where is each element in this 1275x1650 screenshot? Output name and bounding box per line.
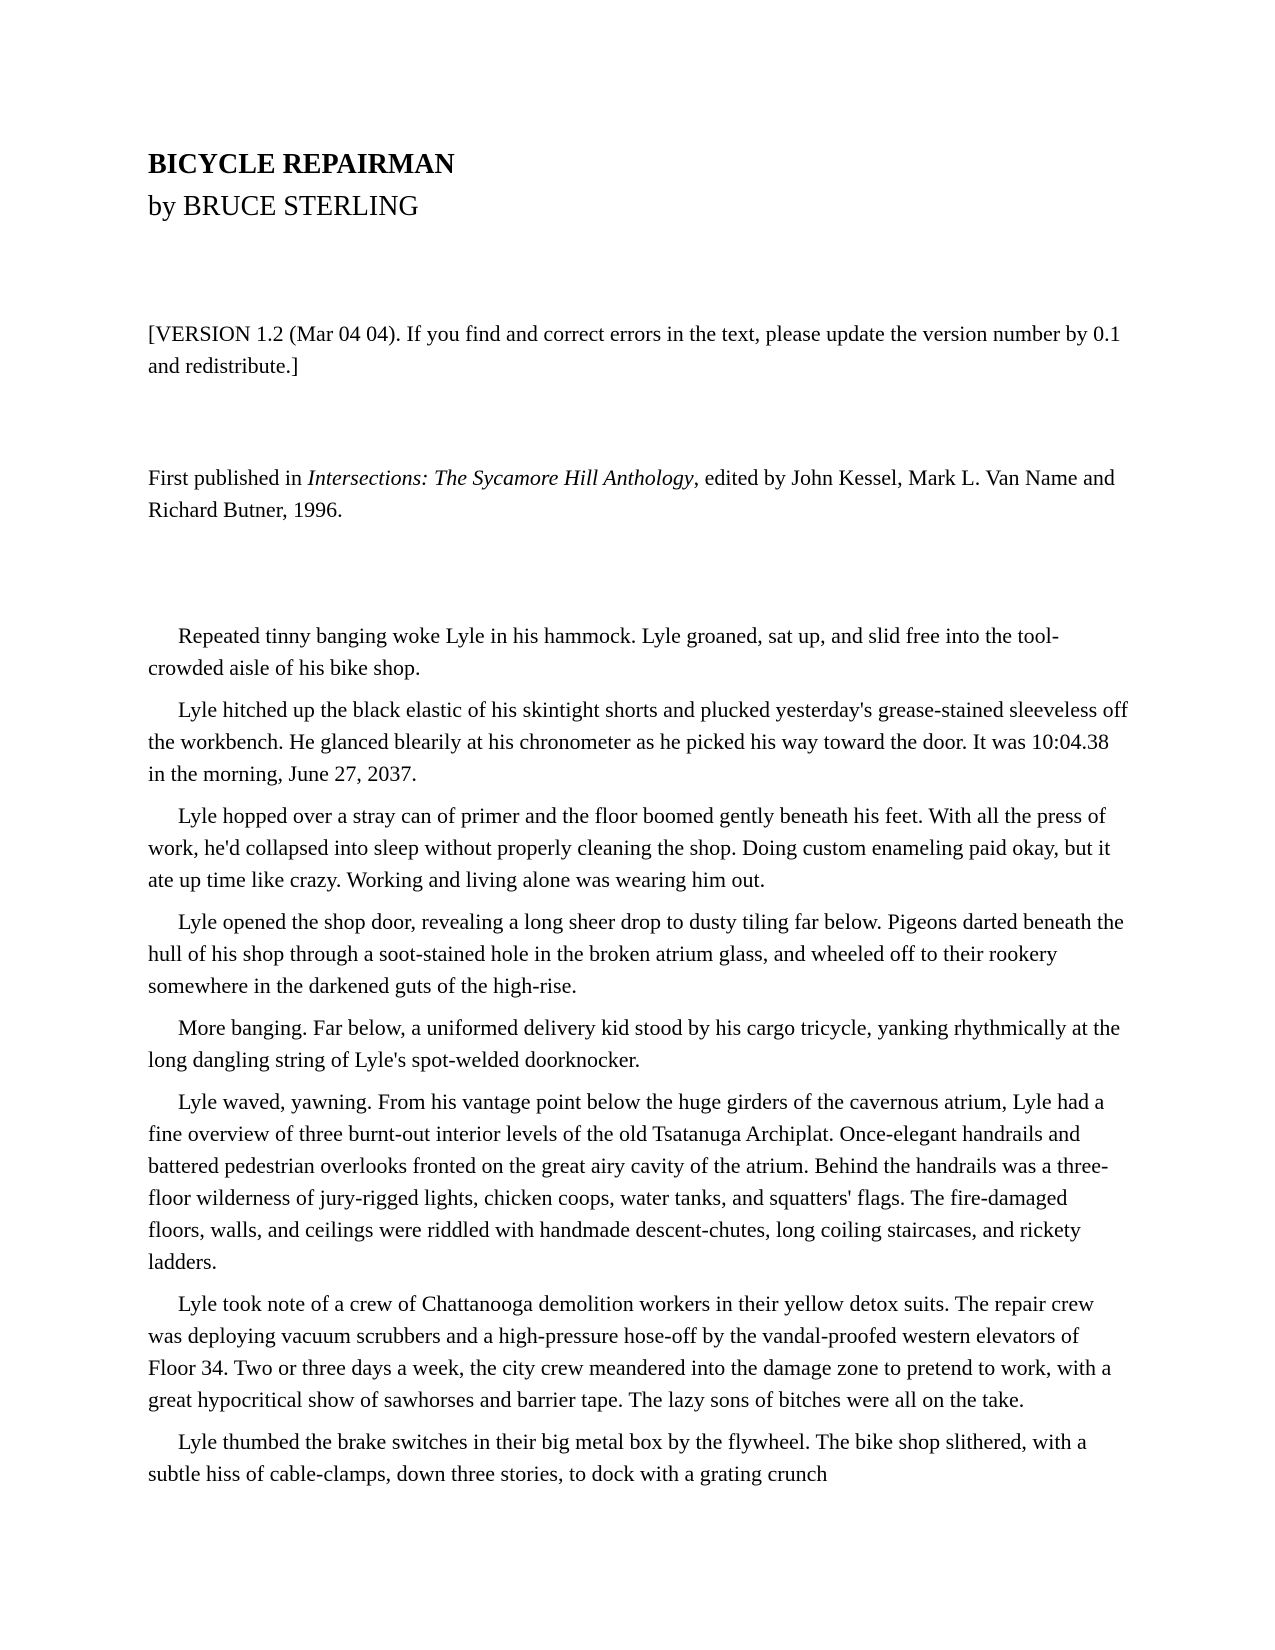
story-paragraph: Lyle hopped over a stray can of primer and the floor boomed gently beneath his feet. With all the press of work, he'd collapsed into sleep without properly cleaning the shop. Doing custom enameling paid okay, but it ate up time like crazy. Working and living alone was wearing him out.	[148, 803, 1111, 893]
document-content	[148, 148, 1128, 1500]
story-paragraph: Lyle waved, yawning. From his vantage point below the huge girders of the cavernous atrium, Lyle had a fine overview of three burnt-out interior levels of the old Tsatanuga Archiplat. Once-elegant handrails and battered pedestrian overlooks fronted on the great airy cavity of the atrium. Behind the handrails was a three-floor wilderness of jury-rigged lights, chicken coops, water tanks, and squatters' flags. The fire-damaged floors, walls, and ceilings were riddled with handmade descent-chutes, long coiling staircases, and rickety ladders.	[148, 1089, 1109, 1275]
story-paragraph: More banging. Far below, a uniformed delivery kid stood by his cargo tricycle, yanking rhythmically at the long dangling string of Lyle's spot-welded doorknocker.	[148, 1015, 1121, 1073]
story-paragraph: Lyle took note of a crew of Chattanooga demolition workers in their yellow detox suits. The repair crew was deploying vacuum scrubbers and a high-pressure hose-off by the vandal-proofed western elevators of Floor 34. Two or three days a week, the city crew meandered into the damage zone to pretend to work, with a great hypocritical show of sawhorses and barrier tape. The lazy sons of bitches were all on the take.	[148, 1291, 1112, 1413]
version-note: [VERSION 1.2 (Mar 04 04). If you find and correct errors in the text, please update the version number by 0.1 and redistribute.]	[148, 321, 1121, 379]
story-paragraph: Lyle thumbed the brake switches in their big metal box by the flywheel. The bike shop slithered, with a subtle hiss of cable-clamps, down three stories, to dock with a grating crunch	[148, 1429, 1087, 1487]
byline: by BRUCE STERLING	[148, 190, 419, 222]
work-title: Intersections: The Sycamore Hill Anthology	[307, 465, 694, 491]
story-body	[148, 620, 1128, 1490]
story-paragraph: Lyle opened the shop door, revealing a long sheer drop to dusty tiling far below. Pigeons darted beneath the hull of his shop through a soot-stained hole in the broken atrium glass, and wheeled off to their rookery somewhere in the darkened guts of the high-rise.	[148, 909, 1124, 999]
story-paragraph: Lyle hitched up the black elastic of his skintight shorts and plucked yesterday's grease-stained sleeveless off the workbench. He glanced blearily at his chronometer as he picked his way toward the door. It was 10:04.38 in the morning, June 27, 2037.	[148, 697, 1128, 787]
publication-note	[148, 462, 1128, 526]
publication-prefix: First published in	[148, 465, 308, 491]
publication-suffix: , edited by John Kessel, Mark L. Van Name and Richard Butner, 1996.	[148, 465, 1115, 523]
story-paragraph: Repeated tinny banging woke Lyle in his hammock. Lyle groaned, sat up, and slid free into the tool-crowded aisle of his bike shop.	[148, 623, 1060, 681]
page-title: BICYCLE REPAIRMAN	[148, 149, 455, 180]
